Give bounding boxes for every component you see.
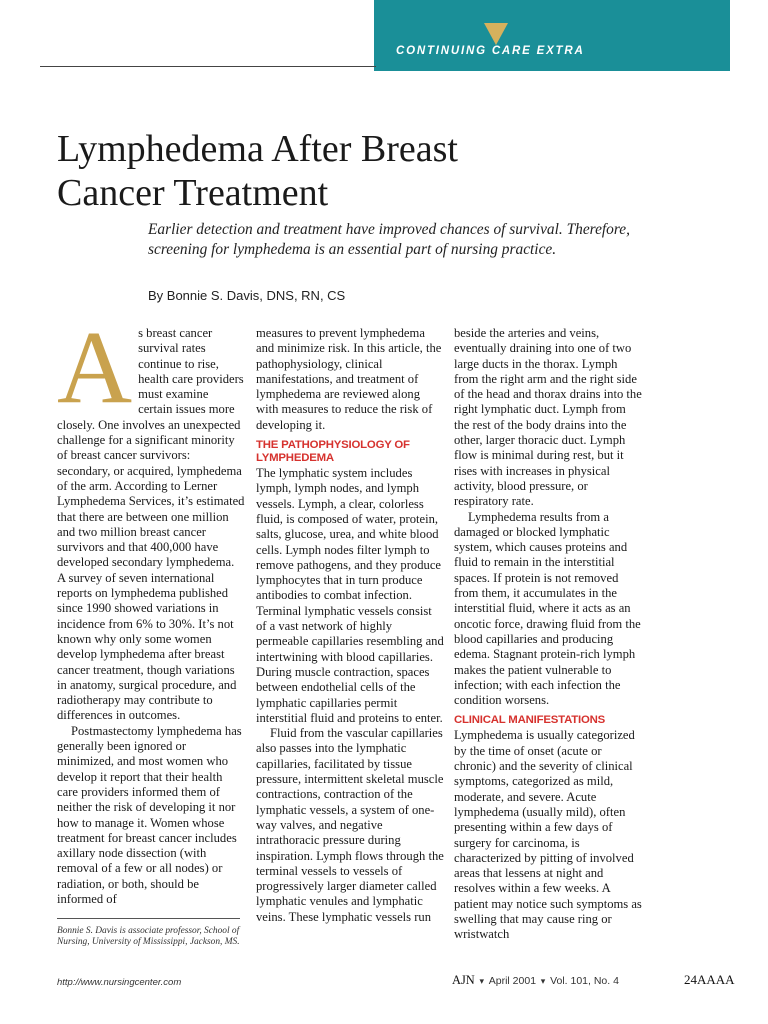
text-column-2 (256, 326, 444, 925)
header-band (374, 0, 730, 71)
title-line-2: Cancer Treatment (57, 172, 329, 214)
paragraph: measures to prevent lymphedema and minimize risk. In this article, the pathophysiology, clinical manifestations, and treatment of lymphedema are reviewed along with measures to reduce the risk of developing it. (256, 326, 442, 432)
paragraph: Postmastectomy lymphedema has generally been ignored or minimized, and most women who develop it report that their health care providers informed them of neither the risk of developing it nor how to manage it. Women whose treatment for breast cancer includes axillary node dissection (with removal of a few or all nodes) or radiation, or both, should be informed of (57, 723, 242, 906)
paragraph: Lymphedema is usually categorized by the time of onset (acute or chronic) and the severity of clinical symptoms, categorized as mild, moderate, and severe. Acute lymphedema (usually mild), often presenting within a few days of surgery for carcinoma, is characterized by pitting of involved areas that lessens at night and resolves within a few weeks. A patient may notice such symptoms as swelling that may cause ring or wristwatch (454, 728, 642, 942)
text-column-3 (454, 326, 644, 943)
author-footnote: Bonnie S. Davis is associate professor, School of Nursing, University of Mississippi, Jackson, MS. (57, 926, 240, 948)
article-deck: Earlier detection and treatment have improved chances of survival. Therefore, screening for lymphedema is an essential part of nursing practice. (148, 221, 630, 258)
paragraph: Fluid from the vascular capillaries also passes into the lymphatic capillaries, facilitated by tissue pressure, intermittent skeletal muscle contractions, contraction of the lymphatic vessels, a system of one-way valves, and negative intrathoracic pressure during inspiration. Lymph flows through the terminal vessels to vessels of progressively larger diameter called lymphatic venules and lymphatic veins. These lymphatic vessels run (256, 726, 444, 924)
article-title (57, 127, 717, 215)
footer-url-link[interactable]: http://www.nursingcenter.com (57, 977, 182, 988)
volume-info: Vol. 101, No. 4 (550, 975, 619, 987)
paragraph (57, 310, 245, 724)
footnote-rule (57, 918, 240, 919)
header-triangle-marker (484, 23, 508, 45)
drop-cap: A (57, 310, 133, 425)
paragraph: Lymphedema results from a damaged or blocked lymphatic system, which causes proteins and fluid to remain in the interstitial spaces. If protein is not removed from them, it accumulates in the interstitial fluid, where it acts as an oncotic force, drawing fluid from the blood capillaries and producing edema. Stagnant protein-rich lymph makes the patient vulnerable to infection; with each infection the condition worsens. (454, 509, 641, 708)
issue-date: April 2001 (488, 975, 537, 987)
page-code: 24AAAA (684, 972, 735, 987)
paragraph: The lymphatic system includes lymph, lymph nodes, and lymph vessels. Lymph, a clear, colorless fluid, is composed of water, protein, salts, glucose, urea, and white blood cells. Lymph nodes filter lymph to remove pathogens, and they produce lymphocytes that in turn produce antibodies to combat infection. Terminal lymphatic vessels consist of a vast network of highly permeable capillaries resembling and intertwining with blood capillaries. During muscle contraction, spaces between endothelial cells of the lymphatic capillaries permit interstitial fluid and proteins to enter. (256, 466, 444, 725)
footer-journal-info (452, 973, 688, 988)
bullet-icon: ▾ (540, 976, 546, 986)
title-line-1: Lymphedema After Breast (57, 128, 458, 170)
header-rule (40, 66, 376, 67)
text-column-1 (57, 310, 245, 907)
paragraph-text: s breast cancer survival rates continue to rise, health care providers must examine certain issues more closely. One involves an unexpected challenge for a significant minority of breast cancer survivors: secondary, or acquired, lymphedema of the arm. According to Lerner Lymphedema Services, it’s estimated that there are between one million and two million breast cancer survivors and that 400,000 have developed secondary lymphedema. A survey of seven international reports on lymphedema published since 1990 showed variations in incidence from 6% to 30%. It’s not known why only some women develop lymphedema after breast cancer treatment, though variations in anatomy, surgical procedure, and radiotherapy may contribute to differences in outcomes. (57, 326, 245, 723)
section-heading-pathophysiology: THE PATHOPHYSIOLOGY OF LYMPHEDEMA (256, 439, 410, 465)
section-heading-clinical-manifestations: CLINICAL MANIFESTATIONS (454, 714, 606, 727)
paragraph: beside the arteries and veins, eventually draining into one of two large ducts in the thorax. Lymph from the right arm and the right side of the head and thorax drains into the right lymphatic duct. Lymph from the rest of the body drains into the other, larger thoracic duct. Lymph flow is minimal during rest, but it rises with increases in physical activity, blood pressure, or respiratory rate. (454, 326, 642, 509)
section-label: CONTINUING CARE EXTRA (396, 45, 585, 57)
byline: By Bonnie S. Davis, DNS, RN, CS (148, 288, 346, 303)
bullet-icon: ▾ (479, 976, 484, 986)
journal-name: AJN (452, 973, 475, 987)
